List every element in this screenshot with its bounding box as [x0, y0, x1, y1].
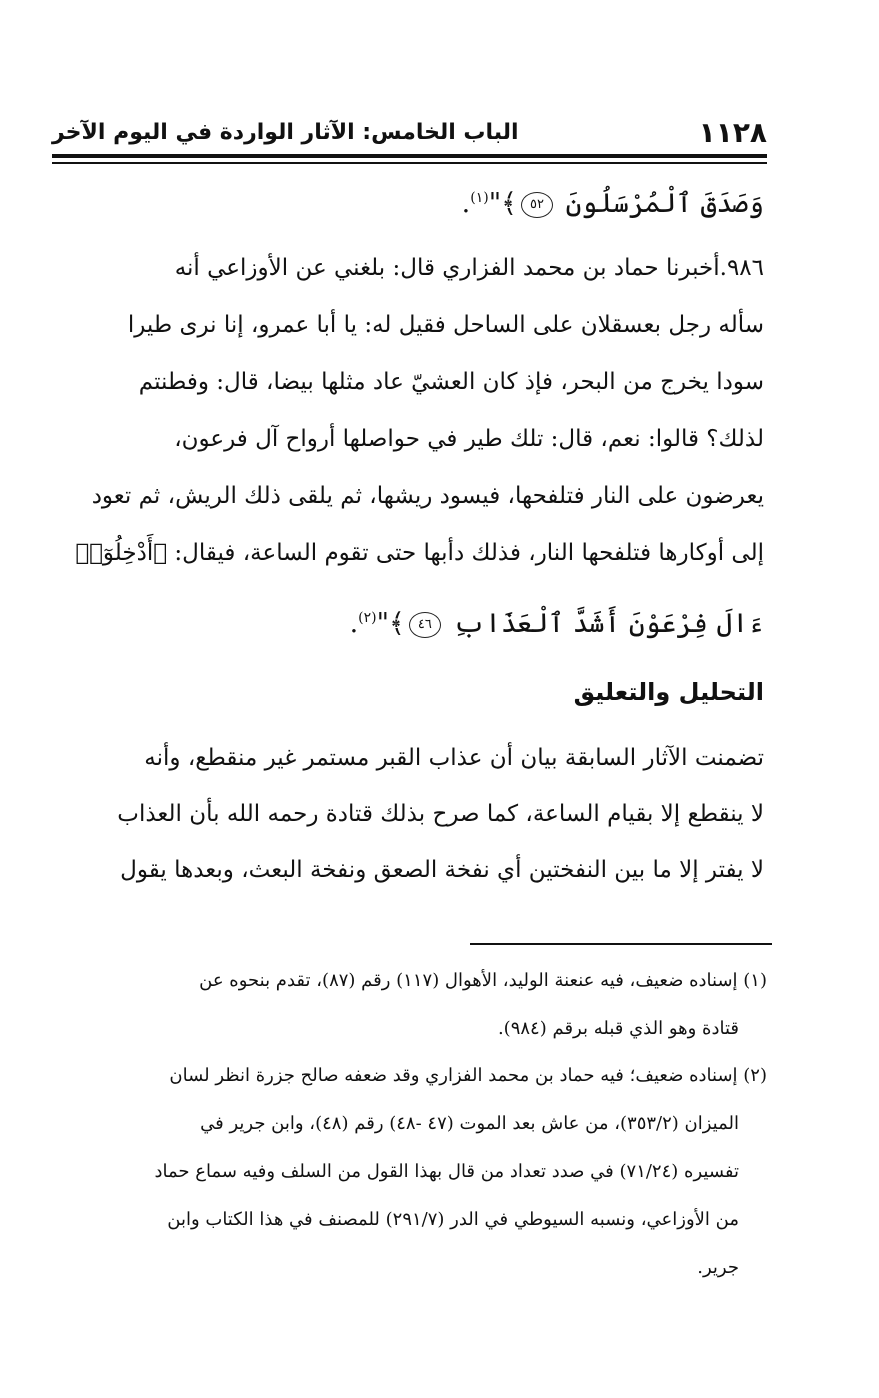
ayah-number-marker: ٥٢: [521, 192, 553, 218]
text-line: سأله رجل بعسقلان على الساحل فقيل له: يا أبا عمرو، إنا نرى طيرا: [127, 312, 764, 338]
page-header: [52, 112, 767, 152]
footnote-line: (٢) إسناده ضعيف؛ فيه حماد بن محمد الفزاري وقد ضعفه صالح جزرة انظر لسان: [169, 1065, 767, 1086]
footnote-line: تفسيره (٧١/٢٤) في صدد تعداد من قال بهذا القول من السلف وفيه سماع حماد: [154, 1161, 739, 1182]
text-line: سودا يخرج من البحر، فإذ كان العشيّ عاد مثلها بيضا، قال: وفطنتم: [138, 369, 764, 395]
quran-closing-bracket: ﴾": [376, 608, 405, 639]
text-line: تضمنت الآثار السابقة بيان أن عذاب القبر مستمر غير منقطع، وأنه: [144, 745, 764, 771]
quran-verse-2: [58, 608, 764, 639]
footnote-line: من الأوزاعي، ونسبه السيوطي في الدر (٢٩١/٧) للمصنف في هذا الكتاب وابن: [167, 1209, 739, 1230]
header-rule-thick: [52, 154, 767, 158]
footnote-line: الميزان (٣٥٣/٢)، من عاش بعد الموت (٤٧ -٤٨) رقم (٤٨)، وابن جرير في: [200, 1113, 739, 1134]
text-line: لا يفتر إلا ما بين النفختين أي نفخة الصعق ونفخة البعث، وبعدها يقول: [120, 857, 764, 883]
footnote-line: (١) إسناده ضعيف، فيه عنعنة الوليد، الأهوال (١١٧) رقم (٨٧)، تقدم بنحوه عن: [199, 970, 767, 991]
narration-986: [58, 250, 764, 590]
text-line: لذلك؟ قالوا: نعم، قال: تلك طير في حواصلها أرواح آل فرعون،: [174, 426, 764, 452]
sentence-end: .: [349, 608, 359, 639]
footnote-reference: (٢): [358, 610, 377, 626]
sentence-end: .: [461, 188, 471, 219]
footnote-line: جرير.: [697, 1257, 739, 1278]
text-line: ٩٨٦.أخبرنا حماد بن محمد الفزاري قال: بلغني عن الأوزاعي أنه: [174, 255, 764, 281]
quran-verse-text: ءَالَ فِرْعَوْنَ أَشَدَّ ٱلْعَذَابِ: [453, 608, 764, 639]
quran-closing-bracket: ﴾": [488, 188, 517, 219]
ayah-number-marker: ٤٦: [409, 612, 441, 638]
header-rule-thin: [52, 162, 767, 164]
footnote-reference: (١): [470, 190, 489, 206]
footnote-line: قتادة وهو الذي قبله برقم (٩٨٤).: [497, 1018, 739, 1039]
text-line: لا ينقطع إلا بقيام الساعة، كما صرح بذلك قتادة رحمه الله بأن العذاب: [117, 801, 764, 827]
page-number: ١١٢٨: [698, 115, 767, 149]
analysis-paragraph: [58, 740, 764, 900]
quran-verse-text: وَصَدَقَ ٱلْمُرْسَلُونَ: [565, 188, 764, 219]
running-title: الباب الخامس: الآثار الواردة في اليوم الآخر: [52, 119, 519, 145]
text-line: إلى أوكارها فتلفحها النار، فذلك دأبها حتى تقوم الساعة، فيقال: ﴿أَدْخِلُوٓا۟: [75, 540, 764, 566]
text-line: يعرضون على النار فتلفحها، فيسود ريشها، ثم يلقى ذلك الريش، ثم تعود: [91, 483, 764, 509]
footnote-separator: [470, 943, 772, 945]
section-heading: التحليل والتعليق: [573, 678, 764, 706]
quran-verse-1: [58, 188, 764, 219]
